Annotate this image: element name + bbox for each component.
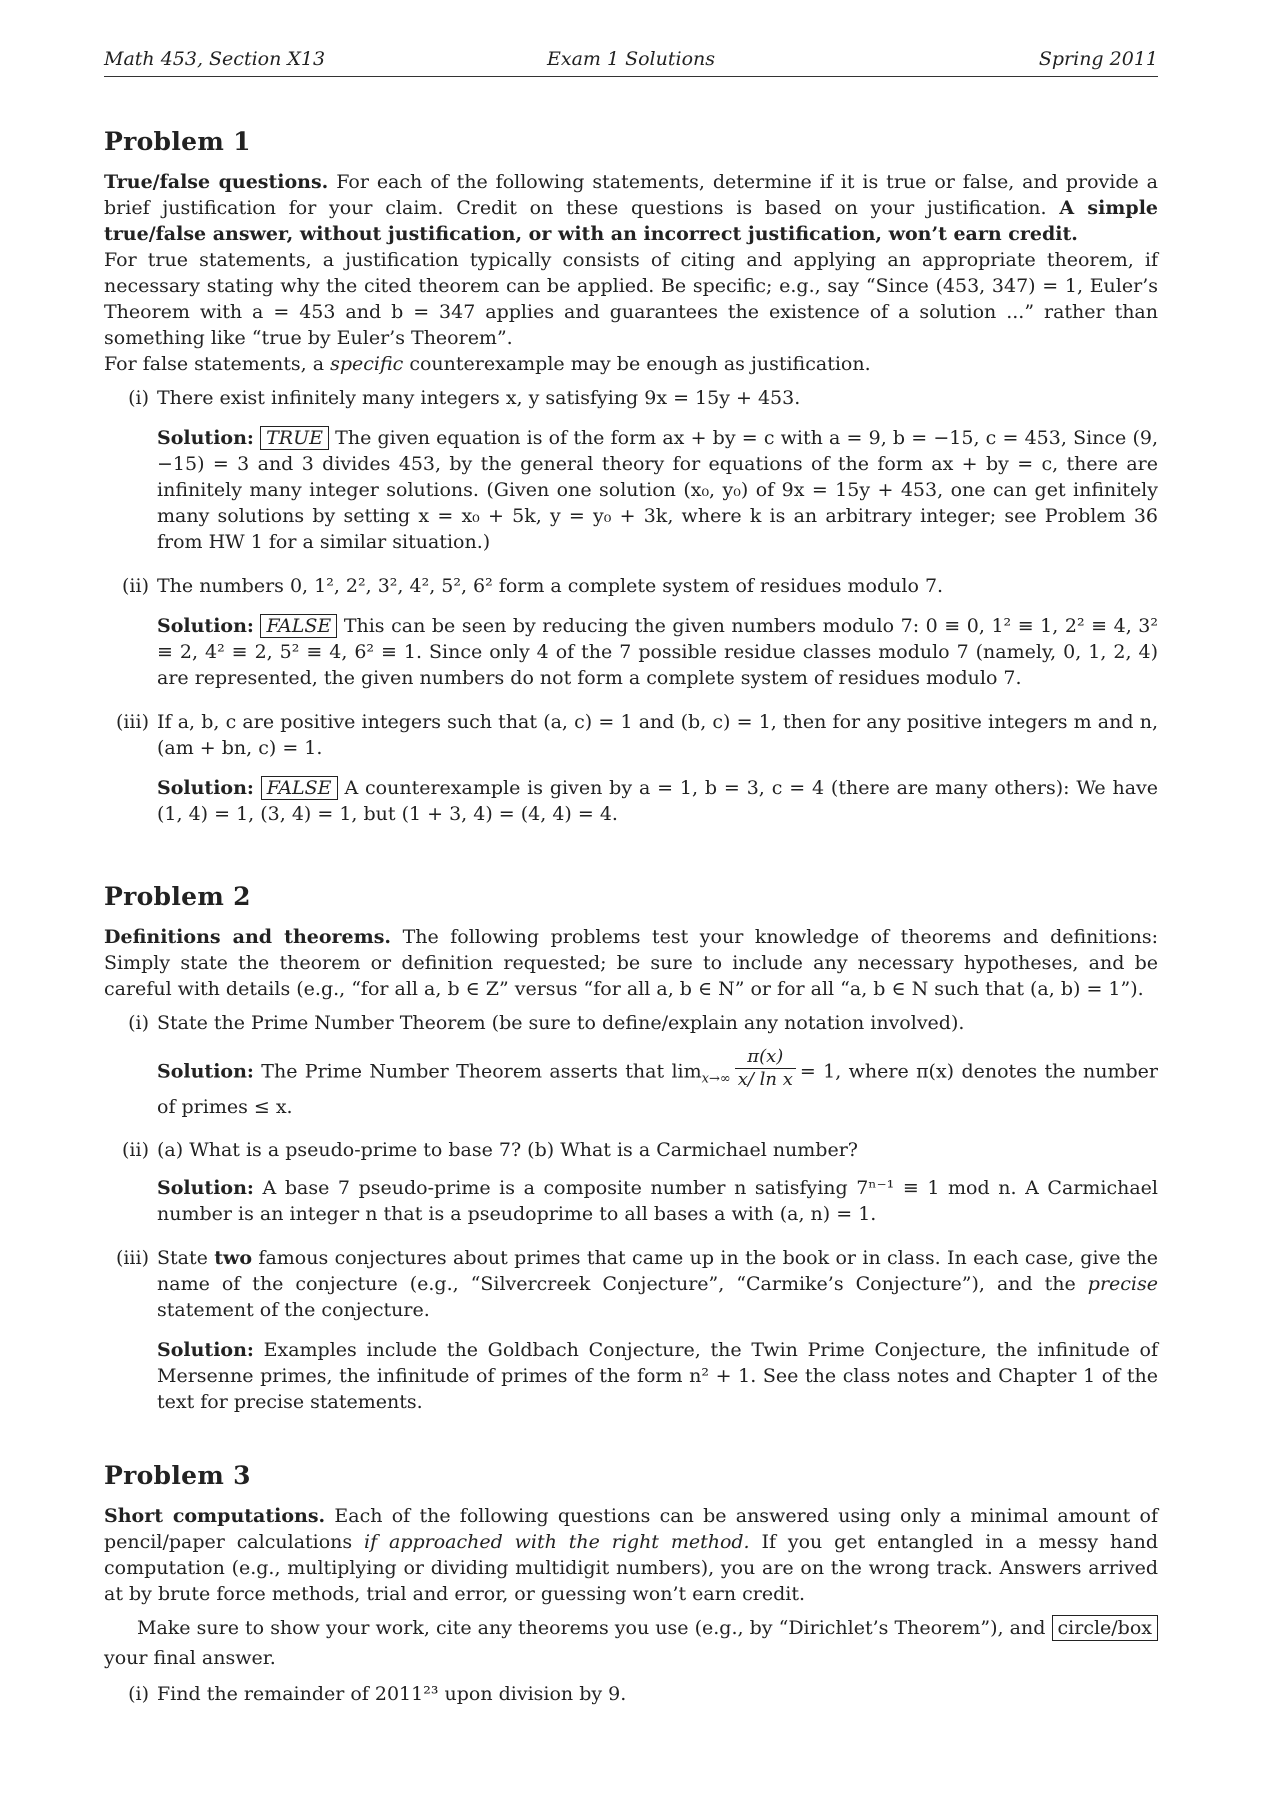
item-statement: If a, b, c are positive integers such that (a, c) = 1 and (b, c) = 1, then for any positive integers m and n, (am + bn, c) = 1. — [157, 711, 1158, 759]
item-statement — [157, 1245, 1158, 1323]
solution-label: Solution: — [157, 1177, 254, 1199]
problem-1-intro-bold: A simple true/false answer, without justification, or with an incorrect justification, won’t earn credit. — [104, 197, 1159, 245]
solution-text: A counterexample is given by a = 1, b = 3, c = 4 (there are many others): We have (1, 4) = 1, (3, 4) = 1, but (1 + 3, 4) = (4, 4) = 4. — [157, 777, 1159, 825]
exam-page — [104, 48, 1158, 1707]
header-title: Exam 1 Solutions — [546, 48, 716, 70]
problem-1-title: Problem 1 — [104, 127, 251, 156]
para2-text-b: your final answer. — [104, 1647, 276, 1669]
limit-subscript: x→∞ — [701, 1071, 731, 1087]
fraction-numerator: π(x) — [735, 1046, 796, 1069]
item-solution — [157, 1337, 1158, 1415]
solution-text: Examples include the Goldbach Conjecture, the Twin Prime Conjecture, the infinitude of Mersenne primes, the infinitude of primes of the form n² + 1. See the class notes and Chapter 1 of the text for precise statements. — [157, 1339, 1158, 1413]
statement-emphasis: precise — [1087, 1273, 1158, 1295]
header-term: Spring 2011 — [1038, 48, 1158, 70]
item-solution — [157, 775, 1158, 827]
solution-text: The given equation is of the form ax + by = c with a = 9, b = −15, c = 453, Since (9, −15) = 3 and 3 divides 453, by the general theory for equations of the form ax + by = c, there are infinitely many integer solutions. (Given one solution (x₀, y₀) of 9x = 15y + 453, one can get infinitely many solutions by setting x = x₀ + 5k, y = y₀ + 3k, where k is an arbitrary integer; see Problem 36 from HW 1 for a similar situation.) — [157, 427, 1159, 553]
problem-2-lead: Definitions and theorems. — [104, 926, 392, 948]
solution-label: Solution: — [157, 615, 254, 637]
problem-1-intro — [104, 169, 1158, 247]
problem-2 — [104, 882, 1158, 1415]
solution-text-a: The Prime Number Theorem asserts that lim — [261, 1060, 702, 1083]
problem-3-intro-text-a: Each of the following questions can be answered using only a minimal amount of pencil/paper calculations — [104, 1505, 1159, 1553]
para3-text-b: counterexample may be enough as justification. — [403, 353, 871, 375]
solution-text: A base 7 pseudo-prime is a composite number n satisfying 7ⁿ⁻¹ ≡ 1 mod n. A Carmichael number is an integer n that is a pseudoprime to all bases a with (a, n) = 1. — [157, 1177, 1158, 1225]
problem-1-item-i — [104, 385, 1158, 555]
problem-3-para2 — [104, 1613, 1158, 1673]
problem-2-item-ii — [104, 1137, 1158, 1227]
item-statement: Find the remainder of 2011²³ upon division by 9. — [157, 1683, 627, 1705]
header-course: Math 453, Section X13 — [104, 48, 326, 70]
problem-1-intro-text: For each of the following statements, determine if it is true or false, and provide a brief justification for your claim. Credit on these questions is based on your justification. — [104, 171, 1158, 219]
problem-2-intro — [104, 924, 1158, 1002]
solution-text-b: = 1, where π(x) denotes the number of primes ≤ x. — [157, 1060, 1158, 1118]
item-number: (iii) — [115, 711, 149, 733]
solution-text: This can be seen by reducing the given numbers modulo 7: 0 ≡ 0, 1² ≡ 1, 2² ≡ 4, 3² ≡ 2, 4² ≡ 2, 5² ≡ 4, 6² ≡ 1. Since only 4 of the 7 possible residue classes modulo 7 (namely, 0, 1, 2, 4) are represented, the given numbers do not form a complete system of residues modulo 7. — [157, 615, 1158, 689]
item-number: (i) — [128, 1012, 149, 1034]
problem-2-intro-text: The following problems test your knowledge of theorems and definitions: Simply state the theorem or definition requested; be sure to include any necessary hypotheses, and be careful with details (e.g., “for all a, b ∈ Z” versus “for all a, b ∈ N” or for all “a, b ∈ N such that (a, b) = 1”). — [104, 926, 1159, 1000]
para3-emphasis: specific — [330, 353, 404, 375]
solution-label: Solution: — [157, 1339, 254, 1361]
problem-1-item-ii — [104, 573, 1158, 691]
problem-2-title: Problem 2 — [104, 882, 251, 911]
item-number: (i) — [128, 1683, 149, 1705]
para3-text-a: For false statements, a — [104, 353, 331, 375]
item-solution — [157, 425, 1158, 555]
item-solution — [157, 1175, 1158, 1227]
verdict-box: TRUE — [260, 426, 329, 450]
fraction-denominator: x/ ln x — [737, 1069, 793, 1090]
item-statement: There exist infinitely many integers x, y satisfying 9x = 15y + 453. — [157, 387, 801, 409]
item-statement: The numbers 0, 1², 2², 3², 4², 5², 6² form a complete system of residues modulo 7. — [157, 575, 944, 597]
problem-3-items — [104, 1681, 1158, 1707]
problem-2-items — [104, 1010, 1158, 1415]
circle-box-label: circle/box — [1052, 1615, 1158, 1641]
solution-label: Solution: — [157, 777, 254, 799]
problem-3 — [104, 1461, 1158, 1707]
problem-1 — [104, 127, 1158, 827]
item-number: (iii) — [115, 1247, 149, 1269]
problem-3-lead: Short computations. — [104, 1505, 326, 1527]
problem-3-title: Problem 3 — [104, 1461, 251, 1490]
item-statement: State the Prime Number Theorem (be sure to define/explain any notation involved). — [157, 1012, 965, 1034]
problem-1-lead: True/false questions. — [104, 171, 329, 193]
solution-label: Solution: — [157, 427, 254, 449]
item-solution — [157, 613, 1158, 691]
para2-text-a: Make sure to show your work, cite any theorems you use (e.g., by “Dirichlet’s Theorem”), and — [137, 1617, 1052, 1639]
pnt-fraction — [735, 1046, 796, 1091]
page-header — [104, 48, 1158, 77]
verdict-box: FALSE — [261, 776, 338, 800]
item-number: (ii) — [122, 1139, 149, 1161]
verdict-box: FALSE — [260, 614, 337, 638]
item-statement: (a) What is a pseudo-prime to base 7? (b) What is a Carmichael number? — [157, 1139, 858, 1161]
problem-1-para2: For true statements, a justification typically consists of citing and applying an appropriate theorem, if necessary stating why the cited theorem can be applied. Be specific; e.g., say “Since (453, 347) = 1, Euler’s Theorem with a = 453 and b = 347 applies and guarantees the existence of a solution ...” rather than something like “true by Euler’s Theorem”. — [104, 249, 1158, 349]
problem-2-item-i — [104, 1010, 1158, 1123]
statement-bold: two — [214, 1247, 253, 1269]
problem-1-item-iii — [104, 709, 1158, 827]
solution-label: Solution: — [157, 1060, 254, 1083]
problem-1-para3 — [104, 351, 1158, 377]
statement-text-a: State — [157, 1247, 215, 1269]
problem-3-intro — [104, 1503, 1158, 1607]
problem-3-intro-emphasis: if approached with the right method. — [364, 1531, 750, 1553]
item-solution — [157, 1046, 1158, 1123]
statement-text-b: famous conjectures about primes that came up in the book or in class. In each case, give the name of the conjecture (e.g., “Silvercreek Conjecture”, “Carmike’s Conjecture”), and the — [157, 1247, 1158, 1295]
problem-2-item-iii — [104, 1245, 1158, 1415]
item-number: (i) — [128, 387, 149, 409]
problem-3-item-i — [104, 1681, 1158, 1707]
problem-3-intro-text-b: If you get entangled in a messy hand computation (e.g., multiplying or dividing multidigit numbers), you are on the wrong track. Answers arrived at by brute force methods, trial and error, or guessing won’t earn credit. — [104, 1531, 1158, 1605]
problem-1-items — [104, 385, 1158, 827]
statement-text-c: statement of the conjecture. — [157, 1299, 430, 1321]
item-number: (ii) — [122, 575, 149, 597]
